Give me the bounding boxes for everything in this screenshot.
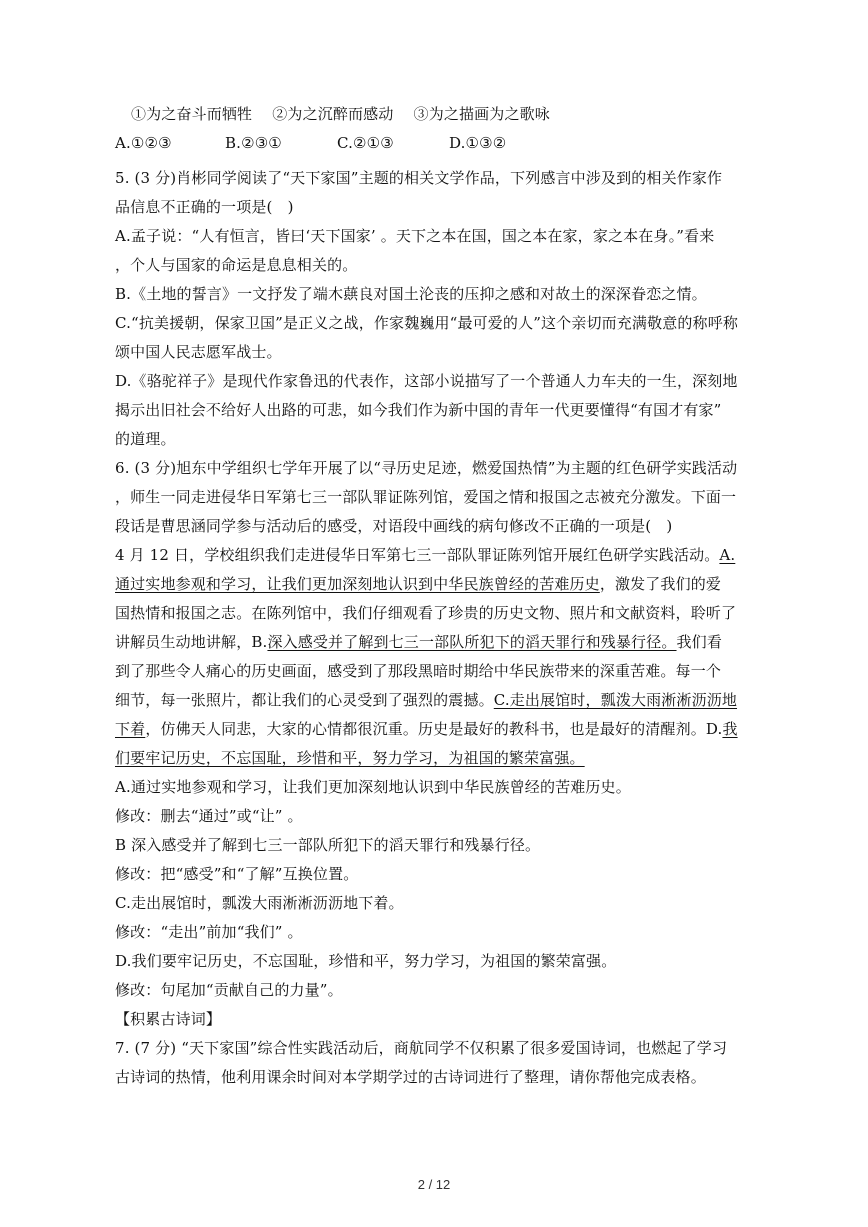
- q6-option-c-fix: 修改：“走出”前加“我们” 。: [115, 923, 303, 941]
- passage-text: 讲解员生动地讲解，B.: [115, 633, 268, 651]
- q4-choices-line: ①为之奋斗而牺牲 ②为之沉醉而感动 ③为之描画为之歌咏: [131, 105, 550, 123]
- q5-option-c-line1: C.“抗美援朝，保家卫国”是正义之战，作家魏巍用“最可爱的人”这个亲切而充满敬意的称呼称: [115, 314, 738, 332]
- q7-stem-line2: 古诗词的热情，他利用课余时间对本学期学过的古诗词进行了整理，请你帮他完成表格。: [115, 1068, 706, 1086]
- q6-stem-line1: 6. (3 分)旭东中学组织七学年开展了以“寻历史足迹，燃爱国热情”为主题的红色研学实践活动: [115, 459, 738, 477]
- q5-option-d-line1: D.《骆驼祥子》是现代作家鲁迅的代表作，这部小说描写了一个普通人力车夫的一生，深刻地: [115, 372, 738, 390]
- q5-option-c-line2: 颂中国人民志愿军战士。: [115, 343, 282, 361]
- q6-option-b: B 深入感受并了解到七三一部队所犯下的滔天罪行和残暴行径。: [115, 836, 541, 854]
- q6-passage-line5: 到了那些令人痛心的历史画面，感受到了那段黑暗时期给中华民族带来的深重苦难。每一个: [115, 662, 722, 680]
- q4-option-c: C.②①③: [337, 134, 394, 152]
- q4-option-b: B.②③①: [225, 134, 282, 152]
- q6-option-a: A.通过实地参观和学习，让我们更加深刻地认识到中华民族曾经的苦难历史。: [115, 778, 631, 796]
- q5-option-d-line3: 的道理。: [115, 430, 176, 448]
- q6-option-a-fix: 修改：删去“通过”或“让” 。: [115, 807, 303, 825]
- q6-passage-line4: [115, 628, 755, 657]
- q6-passage-line2: [115, 570, 755, 599]
- q6-stem-line3: 段话是曹思涵同学参与活动后的感受，对语段中画线的病句修改不正确的一项是( ): [115, 517, 673, 535]
- q5-stem-line2: 品信息不正确的一项是( ): [115, 198, 294, 216]
- passage-text: 细节，每一张照片，都让我们的心灵受到了强烈的震撼。: [115, 691, 494, 709]
- q4-option-a: A.①②③: [115, 134, 172, 152]
- q4-option-d: D.①③②: [449, 134, 507, 152]
- page-number: 2 / 12: [417, 1177, 451, 1192]
- q6-option-d: D.我们要牢记历史，不忘国耻，珍惜和平，努力学习，为祖国的繁荣富强。: [115, 952, 617, 970]
- passage-text: ，激发了我们的爱: [599, 575, 722, 593]
- q7-stem-line1: 7. (7 分) “天下家国”综合性实践活动后，商航同学不仅积累了很多爱国诗词，也燃起了学习: [115, 1039, 728, 1057]
- q5-option-a-line1: A.孟子说：“人有恒言，皆曰‘天下国家’ 。天下之本在国，国之本在家，家之本在身。”看来: [115, 227, 715, 245]
- underlined-sentence-d: 我: [722, 720, 738, 738]
- q4-options: [115, 129, 755, 158]
- section-heading: 【积累古诗词】: [115, 1010, 222, 1028]
- underlined-sentence-a: 通过实地参观和学习，让我们更加深刻地认识到中华民族曾经的苦难历史: [115, 575, 600, 593]
- passage-text: 我们看: [676, 633, 722, 651]
- q6-option-c: C.走出展馆时，瓢泼大雨淅淅沥沥地下着。: [115, 894, 404, 912]
- q6-passage-line7: [115, 715, 755, 744]
- q6-passage-line3: 国热情和报国之志。在陈列馆中，我们仔细观看了珍贵的历史文物、照片和文献资料，聆听了: [115, 604, 737, 622]
- underlined-sentence-a: A.: [719, 546, 736, 564]
- underlined-sentence-c: C.走出展馆时，瓢泼大雨淅淅沥沥地: [493, 691, 738, 709]
- passage-text: 4 月 12 日，学校组织我们走进侵华日军第七三一部队罪证陈列馆开展红色研学实践活动。: [115, 546, 720, 564]
- q6-passage-line1: [115, 541, 755, 570]
- underlined-sentence-b: 深入感受并了解到七三一部队所犯下的滔天罪行和残暴行径。: [267, 633, 677, 651]
- q5-option-b-line1: B.《土地的誓言》一文抒发了端木蕻良对国土沦丧的压抑之感和对故土的深深眷恋之情。: [115, 285, 707, 303]
- q6-stem-line2: ，师生一同走进侵华日军第七三一部队罪证陈列馆，爱国之情和报国之志被充分激发。下面一: [115, 488, 737, 506]
- q6-option-d-fix: 修改：句尾加“贡献自己的力量”。: [115, 981, 343, 999]
- q5-stem-line1: 5. (3 分)肖彬同学阅读了“天下家国”主题的相关文学作品，下列感言中涉及到的相关作家作: [115, 169, 723, 187]
- underlined-sentence-c: 下着: [115, 720, 146, 738]
- q6-option-b-fix: 修改：把“感受”和“了解”互换位置。: [115, 865, 359, 883]
- q6-passage-line6: [115, 686, 755, 715]
- q5-option-d-line2: 揭示出旧社会不给好人出路的可悲，如今我们作为新中国的青年一代更要懂得“有国才有家”: [115, 401, 722, 419]
- page-content: [115, 100, 755, 1092]
- q5-option-a-line2: ，个人与国家的命运是息息相关的。: [115, 256, 358, 274]
- q6-passage-line8: [115, 744, 755, 773]
- passage-text: ，仿佛天人同悲，大家的心情都很沉重。历史是最好的教科书，也是最好的清醒剂。D.: [145, 720, 723, 738]
- underlined-sentence-d: 们要牢记历史，不忘国耻，珍惜和平，努力学习，为祖国的繁荣富强。: [115, 749, 585, 767]
